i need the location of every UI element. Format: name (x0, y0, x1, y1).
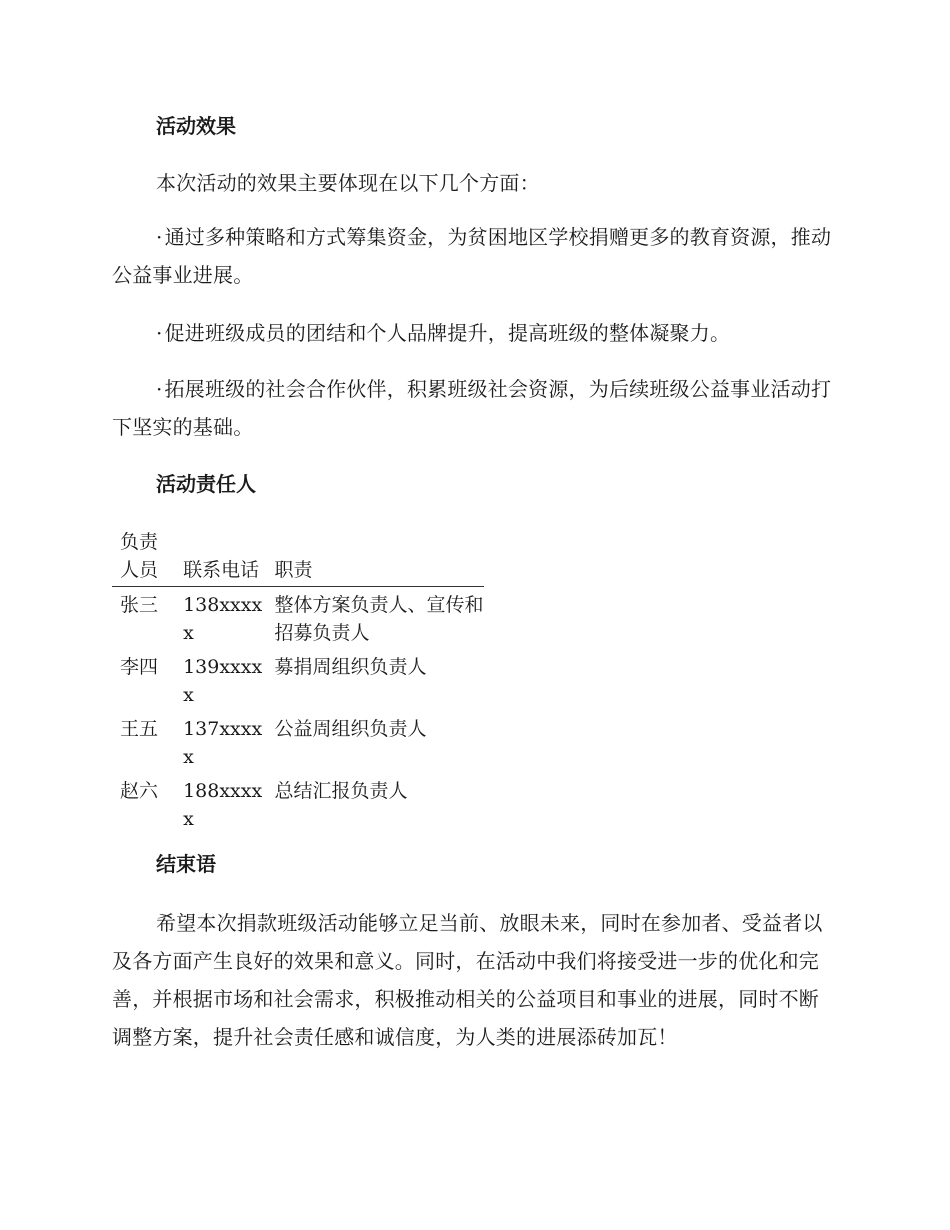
cell-phone: 188xxxxx (183, 780, 263, 830)
effect-bullet-3-text: 拓展班级的社会合作伙伴，积累班级社会资源，为后续班级公益事业活动打下坚实的基础。 (112, 377, 832, 439)
table-row (112, 773, 484, 835)
effect-bullet-1 (112, 218, 832, 294)
effect-bullet-3 (112, 370, 832, 446)
section-heading-owners: 活动责任人 (156, 472, 256, 496)
cell-duty: 总结汇报负责人 (274, 780, 408, 802)
effect-bullet-1-text: 通过多种策略和方式筹集资金，为贫困地区学校捐赠更多的教育资源，推动公益事业进展。 (112, 225, 832, 287)
cell-phone: 137xxxxx (183, 718, 263, 768)
cell-duty: 公益周组织负责人 (274, 718, 427, 740)
cell-duty: 整体方案负责人、宣传和招募负责人 (274, 594, 484, 644)
table-header-row (112, 528, 484, 587)
cell-name: 赵六 (120, 780, 159, 802)
cell-name: 王五 (120, 718, 159, 740)
responsibility-table (112, 528, 484, 835)
section-heading-effect: 活动效果 (156, 114, 236, 138)
bullet-marker: · (156, 377, 163, 401)
cell-phone: 138xxxxx (183, 594, 263, 644)
cell-duty: 募捐周组织负责人 (274, 656, 427, 678)
effect-bullet-2 (112, 314, 832, 352)
section-heading-conclusion: 结束语 (156, 852, 216, 876)
cell-name: 李四 (120, 656, 159, 678)
column-header-duty: 职责 (274, 559, 313, 581)
conclusion-paragraph: 希望本次捐款班级活动能够立足当前、放眼未来，同时在参加者、受益者以及各方面产生良好的效果和意义。同时，在活动中我们将接受进一步的优化和完善，并根据市场和社会需求，积极推动相关的公益项目和事业的进展，同时不断调整方案，提升社会责任感和诚信度，为人类的进展添砖加瓦！ (112, 911, 823, 1049)
bullet-marker: · (156, 321, 163, 345)
column-header-phone: 联系电话 (183, 559, 260, 581)
column-header-name: 负责人员 (120, 531, 159, 581)
cell-name: 张三 (120, 594, 159, 616)
table-row (112, 587, 484, 650)
table-row (112, 649, 484, 711)
cell-phone: 139xxxxx (183, 656, 263, 706)
effect-intro-paragraph: 本次活动的效果主要体现在以下几个方面： (156, 171, 540, 195)
table-row (112, 711, 484, 773)
bullet-marker: · (156, 225, 163, 249)
effect-bullet-2-text: 促进班级成员的团结和个人品牌提升，提高班级的整体凝聚力。 (164, 321, 731, 345)
